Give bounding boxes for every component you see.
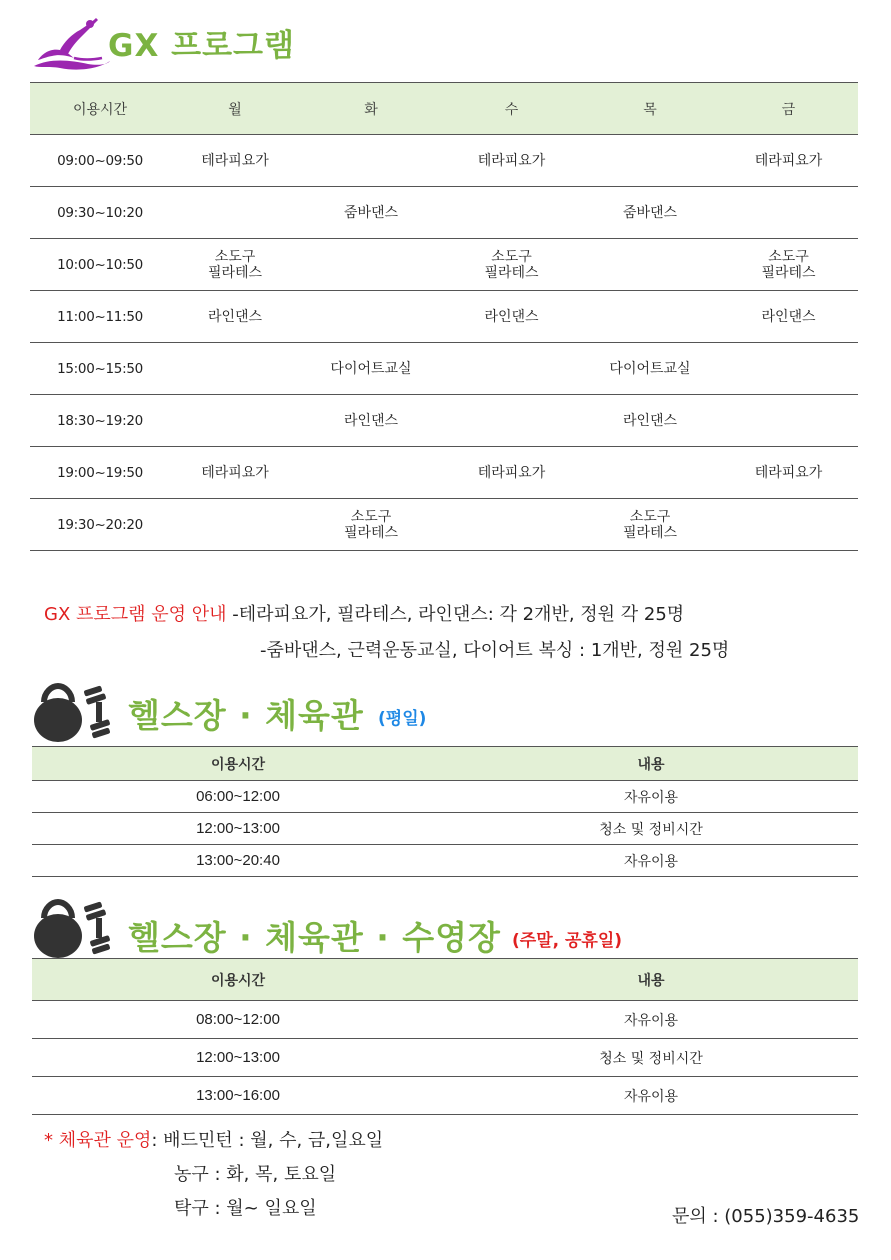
gx-class-name [719, 249, 858, 281]
gx-class-cell [719, 187, 858, 239]
gx-class-name [442, 309, 581, 325]
gx-class-cell [581, 135, 719, 187]
gx-class-name-line: 테라피요가 [201, 152, 269, 169]
gx-class-name [170, 249, 300, 281]
gx-time-cell: 11:00~11:50 [30, 291, 170, 343]
gx-class-cell [719, 395, 858, 447]
gx-class-name-line: 테라피요가 [754, 152, 823, 169]
gx-class-name-line: 라인댄스 [622, 412, 678, 429]
gx-class-cell [442, 135, 581, 187]
gx-class-cell [581, 499, 719, 551]
weekend-col-content: 내용 [444, 959, 858, 1001]
weekday-content-cell: 자유이용 [444, 781, 858, 813]
gx-class-name [300, 413, 442, 429]
gx-class-cell [581, 187, 719, 239]
gx-class-name [581, 509, 719, 541]
gx-class-cell [719, 499, 858, 551]
gx-time-cell: 15:00~15:50 [30, 343, 170, 395]
gx-class-cell [170, 291, 300, 343]
gx-class-cell [581, 395, 719, 447]
gx-col-tue: 화 [300, 83, 442, 135]
gx-class-cell [170, 187, 300, 239]
gx-class-name-line: 테라피요가 [201, 464, 269, 481]
gx-class-cell [442, 499, 581, 551]
gx-class-name-line: 줌바댄스 [622, 204, 678, 221]
gx-class-name-line: 라인댄스 [207, 308, 263, 325]
gx-class-cell [170, 343, 300, 395]
gx-class-name-line: 줌바댄스 [343, 204, 399, 221]
gx-class-name [442, 249, 581, 281]
gx-class-cell [300, 135, 442, 187]
weekend-col-time: 이용시간 [32, 959, 444, 1001]
gx-class-name [300, 361, 442, 377]
gx-time-cell: 19:30~20:20 [30, 499, 170, 551]
gx-class-cell [719, 135, 858, 187]
table-row [32, 1001, 858, 1039]
gx-time-cell: 09:30~10:20 [30, 187, 170, 239]
weekend-section-title: 헬스장 · 체육관 · 수영장 [128, 918, 501, 957]
kettlebell-dumbbell-icon [32, 680, 128, 744]
gx-program-title: GX 프로그램 [108, 28, 295, 64]
gx-class-cell [442, 447, 581, 499]
weekday-time-cell: 06:00~12:00 [32, 781, 444, 813]
gx-class-name [581, 413, 719, 429]
gx-class-name [300, 205, 442, 221]
gx-time-cell: 09:00~09:50 [30, 135, 170, 187]
gx-class-name [719, 153, 858, 169]
weekend-content-cell: 자유이용 [444, 1001, 858, 1039]
gym-operation-pingpong: 탁구 : 월~ 일요일 [174, 1198, 317, 1219]
gx-class-cell [581, 291, 719, 343]
gx-class-name-line: 다이어트교실 [609, 360, 691, 377]
weekend-content-cell: 청소 및 정비시간 [444, 1039, 858, 1077]
gx-class-name-line: 필라테스 [343, 524, 399, 541]
gx-time-cell: 10:00~10:50 [30, 239, 170, 291]
weekday-time-cell: 12:00~13:00 [32, 813, 444, 845]
gx-class-cell [719, 239, 858, 291]
gx-class-cell [442, 343, 581, 395]
gx-class-cell [719, 343, 858, 395]
gx-class-name-line: 소도구 [214, 248, 256, 265]
gx-time-cell: 19:00~19:50 [30, 447, 170, 499]
gx-class-cell [300, 447, 442, 499]
weekend-header-row [32, 959, 858, 1001]
contact-phone: 문의 : (055)359-4635 [672, 1206, 860, 1227]
table-row [30, 239, 858, 291]
weekend-time-cell: 13:00~16:00 [32, 1077, 444, 1115]
table-row [30, 187, 858, 239]
gym-operation-badminton: : 배드민턴 : 월, 수, 금,일요일 [151, 1130, 384, 1151]
gx-class-name-line: 테라피요가 [477, 152, 546, 169]
table-row [32, 813, 858, 845]
weekend-hours-table [32, 958, 858, 1115]
gx-class-cell [442, 187, 581, 239]
gx-class-name-line: 라인댄스 [343, 412, 399, 429]
gx-class-name-line: 테라피요가 [754, 464, 823, 481]
weekend-time-cell: 08:00~12:00 [32, 1001, 444, 1039]
weekday-content-cell: 자유이용 [444, 845, 858, 877]
gx-class-cell [170, 239, 300, 291]
gx-col-time: 이용시간 [30, 83, 170, 135]
gx-class-name-line: 필라테스 [207, 264, 263, 281]
weekday-col-content: 내용 [444, 747, 858, 781]
gx-class-name [442, 465, 581, 481]
gx-class-cell [719, 291, 858, 343]
gx-class-cell [300, 343, 442, 395]
gx-class-cell [442, 395, 581, 447]
weekday-hours-table [32, 746, 858, 877]
gx-col-fri: 금 [719, 83, 858, 135]
weekday-section-subtitle: (평일) [378, 709, 427, 729]
gx-time-cell: 18:30~19:20 [30, 395, 170, 447]
table-row [30, 135, 858, 187]
gx-class-name-line: 라인댄스 [761, 308, 816, 325]
gx-class-cell [170, 395, 300, 447]
gx-class-cell [300, 187, 442, 239]
table-row [32, 845, 858, 877]
gx-col-thu: 목 [581, 83, 719, 135]
gx-notice-line1 [44, 600, 684, 626]
gx-class-name [581, 205, 719, 221]
gx-class-name [719, 309, 858, 325]
gx-class-cell [170, 135, 300, 187]
kettlebell-dumbbell-icon [32, 896, 128, 960]
weekday-content-cell: 청소 및 정비시간 [444, 813, 858, 845]
gx-class-name [442, 153, 581, 169]
gx-class-cell [300, 395, 442, 447]
gym-operation-basketball: 농구 : 화, 목, 토요일 [174, 1164, 337, 1185]
gx-class-name [170, 153, 300, 169]
gx-class-name [170, 309, 300, 325]
table-row [30, 343, 858, 395]
gym-operation-line1 [44, 1126, 383, 1152]
gx-class-name-line: 다이어트교실 [330, 360, 412, 377]
table-row [30, 395, 858, 447]
weekday-header-row [32, 747, 858, 781]
gx-class-cell [300, 291, 442, 343]
gx-class-cell [170, 499, 300, 551]
gx-class-name [719, 465, 858, 481]
gx-class-name [170, 465, 300, 481]
gx-class-name-line: 소도구 [629, 508, 671, 525]
gx-class-cell [170, 447, 300, 499]
gx-class-cell [581, 343, 719, 395]
gx-schedule-table [30, 82, 858, 551]
table-row [32, 1039, 858, 1077]
gx-class-cell [442, 291, 581, 343]
gx-class-cell [581, 447, 719, 499]
weekend-content-cell: 자유이용 [444, 1077, 858, 1115]
table-row [32, 781, 858, 813]
gx-notice-label: GX 프로그램 운영 안내 [44, 604, 227, 625]
table-row [30, 291, 858, 343]
gx-notice-line2: -줌바댄스, 근력운동교실, 다이어트 복싱 : 1개반, 정원 25명 [260, 640, 730, 661]
gx-notice-text1: -테라피요가, 필라테스, 라인댄스: 각 2개반, 정원 각 25명 [226, 604, 685, 625]
table-row [30, 447, 858, 499]
gx-class-name-line: 소도구 [491, 248, 532, 265]
gx-class-name-line: 테라피요가 [477, 464, 546, 481]
gx-class-name [300, 509, 442, 541]
gx-class-name-line: 소도구 [350, 508, 392, 525]
gx-col-mon: 월 [170, 83, 300, 135]
weekday-col-time: 이용시간 [32, 747, 444, 781]
weekend-section-subtitle: (주말, 공휴일) [512, 931, 623, 951]
gx-class-name-line: 라인댄스 [484, 308, 539, 325]
gx-col-wed: 수 [442, 83, 581, 135]
gym-operation-label: * 체육관 운영 [44, 1130, 152, 1151]
weekday-time-cell: 13:00~20:40 [32, 845, 444, 877]
weekday-section-title: 헬스장 · 체육관 [128, 696, 364, 735]
gx-class-cell [581, 239, 719, 291]
ribbon-gymnast-icon [30, 14, 114, 72]
gx-class-cell [442, 239, 581, 291]
gx-class-name-line: 소도구 [768, 248, 809, 265]
gx-class-name-line: 필라테스 [484, 264, 539, 281]
gx-class-name [581, 361, 719, 377]
table-row [30, 499, 858, 551]
gx-class-cell [300, 239, 442, 291]
gx-class-name-line: 필라테스 [622, 524, 678, 541]
gx-class-name-line: 필라테스 [761, 264, 816, 281]
gx-class-cell [719, 447, 858, 499]
table-row [32, 1077, 858, 1115]
gx-header-row [30, 83, 858, 135]
gx-schedule-body [30, 135, 858, 551]
gx-class-cell [300, 499, 442, 551]
weekend-time-cell: 12:00~13:00 [32, 1039, 444, 1077]
